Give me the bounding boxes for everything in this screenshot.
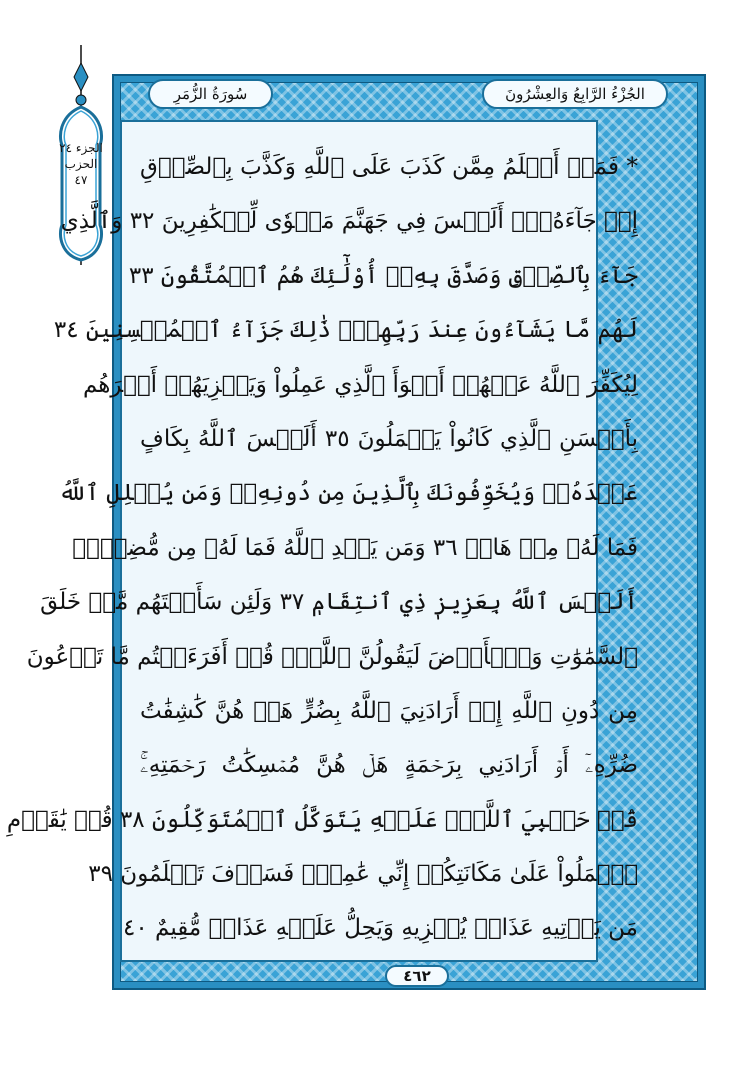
juz-hizb-marker	[58, 140, 104, 188]
verse-line: جَآءَ بِٱلصِّدۡقِ وَصَدَّقَ بِهِۦٓ أُوْلَٰٓئِكَ هُمُ ٱلۡمُتَّقُونَ ٣٣	[128, 262, 638, 289]
verse-line: ٱعۡمَلُواْ عَلَىٰ مَكَانَتِكُمۡ إِنِّي عَٰمِلٞۖ فَسَوۡفَ تَعۡلَمُونَ ٣٩	[88, 861, 638, 888]
surah-title: سُورَةُ الزُّمَرِ	[148, 79, 273, 109]
verse-line: أَلَيۡسَ ٱللَّهُ بِعَزِيزٖ ذِي ٱنتِقَامٖ ٣٧ وَلَئِن سَأَلۡتَهُم مَّنۡ خَلَقَ	[40, 589, 638, 616]
verse-line: لَهُم مَّا يَشَآءُونَ عِندَ رَبِّهِمۡۚ ذَٰلِكَ جَزَآءُ ٱلۡمُحۡسِنِينَ ٣٤	[53, 317, 638, 344]
verse-line: بِأَحۡسَنِ ٱلَّذِي كَانُواْ يَعۡمَلُونَ ٣٥ أَلَيۡسَ ٱللَّهُ بِكَافٍ	[140, 425, 638, 452]
verse-line: مَن يَأۡتِيهِ عَذَابٞ يُخۡزِيهِ وَيَحِلُّ عَلَيۡهِ عَذَابٞ مُّقِيمٌ ٤٠	[123, 915, 638, 942]
verse-line: قُلۡ حَسۡبِيَ ٱللَّهُۖ عَلَيۡهِ يَتَوَكَّلُ ٱلۡمُتَوَكِّلُونَ ٣٨ قُلۡ يَٰقَوۡمِ	[6, 806, 638, 833]
verse-line: * فَمَنۡ أَظۡلَمُ مِمَّن كَذَبَ عَلَى ٱللَّهِ وَكَذَّبَ بِٱلصِّدۡقِ	[140, 154, 638, 180]
juz-title: الجُزْءُ الرَّابِعُ وَالعِشْرُونَ	[482, 79, 668, 109]
verse-line: إِذۡ جَآءَهُۥٓۚ أَلَيۡسَ فِي جَهَنَّمَ مَثۡوٗى لِّلۡكَٰفِرِينَ ٣٢ وَٱلَّذِي	[60, 208, 638, 235]
page-number: ٤٦٢	[385, 965, 449, 987]
verse-line: ضُرِّهِۦٓ أَوۡ أَرَادَنِي بِرَحۡمَةٍ هَلۡ هُنَّ مُمۡسِكَٰتُ رَحۡمَتِهِۦۚ	[140, 752, 638, 779]
juz-label: الجزء ٢٤	[59, 141, 103, 155]
verse-line: عَبۡدَهُۥۖ وَيُخَوِّفُونَكَ بِٱلَّذِينَ مِن دُونِهِۦۚ وَمَن يُضۡلِلِ ٱللَّهُ	[58, 480, 638, 507]
verse-line: فَمَا لَهُۥ مِنۡ هَادٖ ٣٦ وَمَن يَهۡدِ ٱللَّهُ فَمَا لَهُۥ مِن مُّضِلٍّۗ	[72, 534, 638, 561]
verse-line: لِيُكَفِّرَ ٱللَّهُ عَنۡهُمۡ أَسۡوَأَ ٱلَّذِي عَمِلُواْ وَيَجۡزِيَهُمۡ أَجۡرَهُم	[82, 371, 638, 398]
verse-line: مِن دُونِ ٱللَّهِ إِنۡ أَرَادَنِيَ ٱللَّهُ بِضُرٍّ هَلۡ هُنَّ كَٰشِفَٰتُ	[140, 697, 638, 724]
hizb-label: الحزب ٤٧	[64, 157, 98, 187]
verse-line: ٱلسَّمَٰوَٰتِ وَٱلۡأَرۡضَ لَيَقُولُنَّ ٱللَّهُۚ قُلۡ أَفَرَءَيۡتُم مَّا تَدۡعُونَ	[26, 643, 638, 670]
